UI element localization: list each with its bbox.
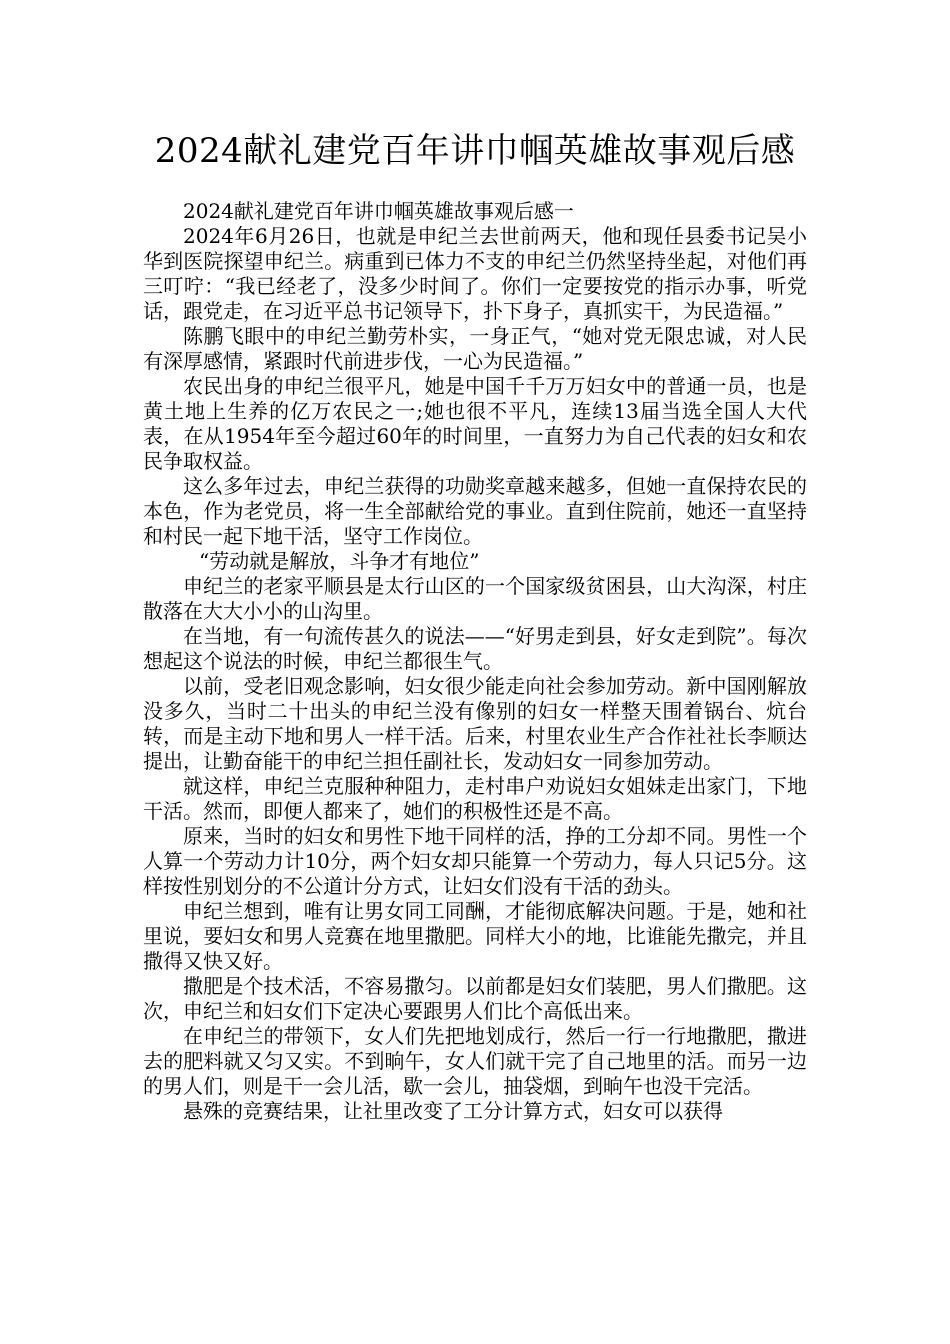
section-heading: “劳动就是解放，斗争才有地位” (199, 549, 480, 573)
paragraph: 在当地，有一句流传甚久的说法——“好男走到县，好女走到院”。每次想起这个说法的时候，申纪兰都很生气。 (143, 624, 807, 673)
paragraph: 原来，当时的妇女和男性下地干同样的活，挣的工分却不同。男性一个人算一个劳动力计10分，两个妇女却只能算一个劳动力，每人只记5分。这样按性别划分的不公道计分方式，让妇女们没有干活的劲头。 (143, 824, 807, 898)
paragraph: 以前，受老旧观念影响，妇女很少能走向社会参加劳动。新中国刚解放没多久，当时二十出头的申纪兰没有像别的妇女一样整天围着锅台、炕台转，而是主动下地和男人一样干活。后来，村里农业生产合作社社长李顺达提出，让勤奋能干的申纪兰担任副社长，发动妇女一同参加劳动。 (143, 674, 807, 773)
paragraph: 申纪兰的老家平顺县是太行山区的一个国家级贫困县，山大沟深，村庄散落在大大小小的山沟里。 (143, 574, 807, 623)
paragraph: 悬殊的竞赛结果，让社里改变了工分计算方式，妇女可以获得 (183, 1099, 723, 1123)
paragraph: 陈鹏飞眼中的申纪兰勤劳朴实，一身正气，“她对党无限忠诚，对人民有深厚感情，紧跟时代前进步伐，一心为民造福。” (143, 324, 807, 373)
paragraph: 在申纪兰的带领下，女人们先把地划成行，然后一行一行地撒肥，撒进去的肥料就又匀又实。不到晌午，女人们就干完了自己地里的活。而另一边的男人们，则是干一会儿活，歇一会儿，抽袋烟，到晌午也没干完活。 (143, 1024, 807, 1098)
document-title: 2024献礼建党百年讲巾帼英雄故事观后感 (154, 131, 796, 171)
paragraph: 这么多年过去，申纪兰获得的功勋奖章越来越多，但她一直保持农民的本色，作为老党员，将一生全部献给党的事业。直到住院前，她还一直坚持和村民一起下地干活，坚守工作岗位。 (143, 474, 807, 548)
paragraph: 撒肥是个技术活，不容易撒匀。以前都是妇女们装肥，男人们撒肥。这次，申纪兰和妇女们下定决心要跟男人们比个高低出来。 (143, 974, 807, 1023)
paragraph: 农民出身的申纪兰很平凡，她是中国千千万万妇女中的普通一员，也是黄土地上生养的亿万农民之一;她也很不平凡，连续13届当选全国人大代表，在从1954年至今超过60年的时间里，一直努力为自己代表的妇女和农民争取权益。 (143, 374, 807, 473)
paragraph: 2024年6月26日，也就是申纪兰去世前两天，他和现任县委书记吴小华到医院探望申纪兰。病重到已体力不支的申纪兰仍然坚持坐起，对他们再三叮咛：“我已经老了，没多少时间了。你们一定要按党的指示办事，听党话，跟党走，在习近平总书记领导下，扑下身子，真抓实干，为民造福。” (143, 224, 807, 323)
paragraph: 申纪兰想到，唯有让男女同工同酬，才能彻底解决问题。于是，她和社里说，要妇女和男人竞赛在地里撒肥。同样大小的地，比谁能先撒完，并且撒得又快又好。 (143, 899, 807, 973)
document-body (143, 199, 807, 1124)
subtitle: 2024献礼建党百年讲巾帼英雄故事观后感一 (183, 199, 574, 223)
paragraph: 就这样，申纪兰克服种种阻力，走村串户劝说妇女姐妹走出家门，下地干活。然而，即便人都来了，她们的积极性还是不高。 (143, 774, 807, 823)
